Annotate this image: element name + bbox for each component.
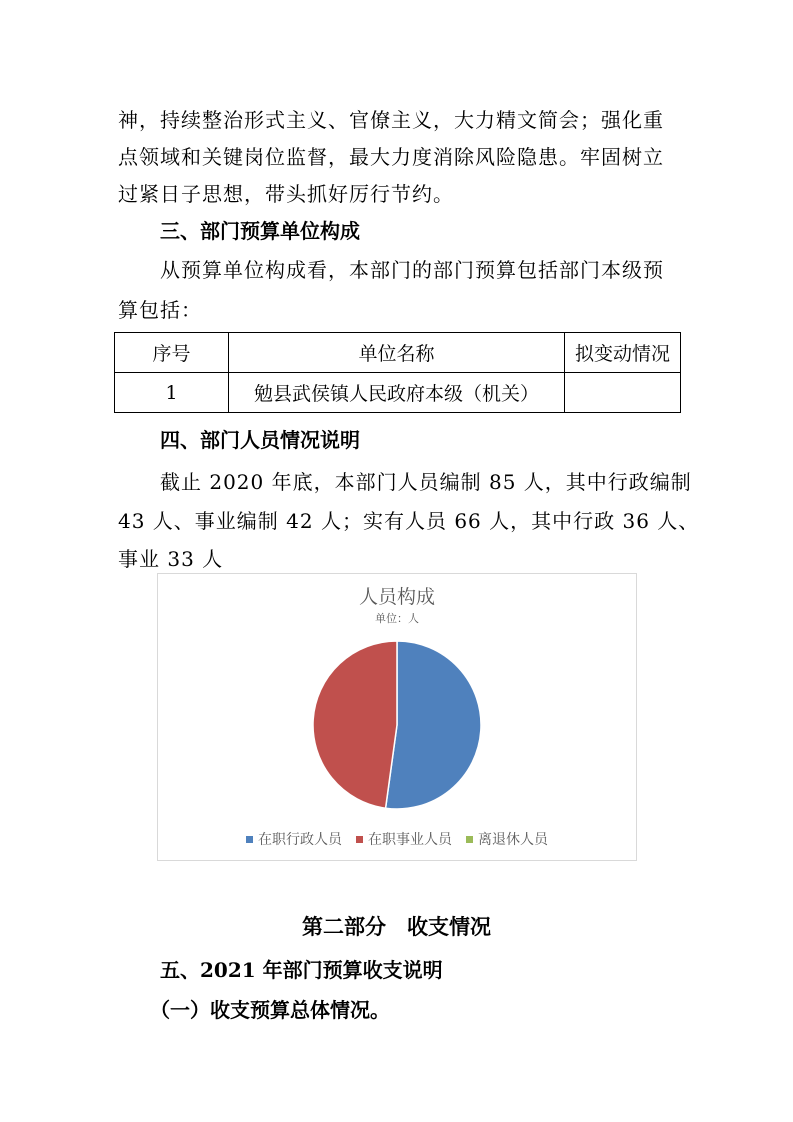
body-line: 从预算单位构成看，本部门的部门预算包括部门本级预 xyxy=(160,258,664,282)
legend-label: 离退休人员 xyxy=(478,832,548,848)
section-heading: 三、部门预算单位构成 xyxy=(160,219,360,243)
legend-item xyxy=(246,829,342,849)
header-cell: 序号 xyxy=(115,333,229,373)
body-line: 过紧日子思想，带头抓好厉行节约。 xyxy=(118,182,454,206)
header-cell: 单位名称 xyxy=(229,333,565,373)
table-row xyxy=(115,373,681,413)
legend-swatch xyxy=(356,836,363,843)
legend-item xyxy=(466,829,548,849)
body-line: 截止 2020 年底，本部门人员编制 85 人，其中行政编制 xyxy=(160,470,692,494)
body-line: 43 人、事业编制 42 人；实有人员 66 人，其中行政 36 人、 xyxy=(118,509,700,533)
chart-legend xyxy=(158,829,636,849)
table-cell: 勉县武侯镇人民政府本级（机关） xyxy=(229,373,565,413)
body-line: 神，持续整治形式主义、官僚主义，大力精文简会；强化重 xyxy=(118,108,664,132)
table-cell: 1 xyxy=(115,373,229,413)
pie-slice-1 xyxy=(386,641,481,809)
body-line: 事业 33 人 xyxy=(118,547,224,571)
subsection-heading: （一）收支预算总体情况。 xyxy=(150,998,390,1022)
section-heading: 四、部门人员情况说明 xyxy=(160,428,360,452)
table-header-row xyxy=(115,333,681,373)
part-heading: 第二部分 收支情况 xyxy=(302,914,491,939)
staff-pie-chart xyxy=(157,573,637,861)
body-line: 点领域和关键岗位监督，最大力度消除风险隐患。牢固树立 xyxy=(118,145,664,169)
pie-slice-2 xyxy=(313,641,397,808)
body-line: 算包括： xyxy=(118,298,202,322)
legend-label: 在职行政人员 xyxy=(258,832,342,848)
legend-swatch xyxy=(466,836,473,843)
units-table xyxy=(114,332,681,413)
pie-svg xyxy=(158,574,636,824)
header-cell: 拟变动情况 xyxy=(565,333,681,373)
legend-swatch xyxy=(246,836,253,843)
legend-label: 在职事业人员 xyxy=(368,832,452,848)
section-heading: 五、2021 年部门预算收支说明 xyxy=(160,958,443,982)
chart-title: 人员构成 xyxy=(358,586,435,608)
legend-item xyxy=(356,829,452,849)
chart-subtitle: 单位：人 xyxy=(375,612,419,625)
table-cell xyxy=(565,373,681,413)
